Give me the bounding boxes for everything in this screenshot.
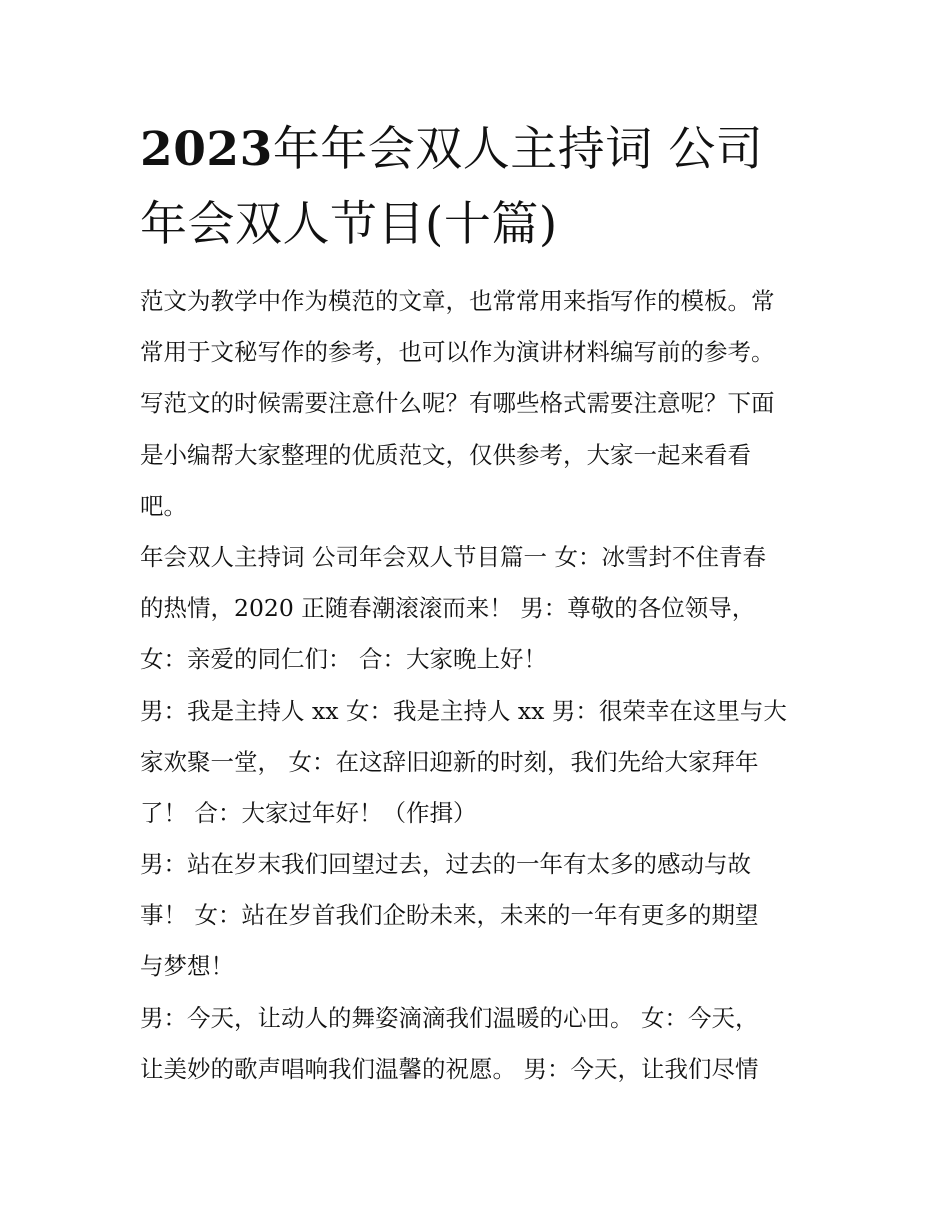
document-title — [140, 112, 830, 262]
body-line: 女：亲爱的同仁们： 合：大家晚上好！ — [140, 645, 547, 674]
body-line: 事！ 女：站在岁首我们企盼未来，未来的一年有更多的期望 — [140, 901, 759, 930]
body-line: 男：我是主持人 xx 女：我是主持人 xx 男：很荣幸在这里与大 — [140, 696, 787, 725]
title-line-2: 年会双人节目(十篇) — [140, 197, 558, 252]
body-line: 写范文的时候需要注意什么呢？有哪些格式需要注意呢？下面 — [140, 389, 775, 418]
body-line: 家欢聚一堂， 女：在这辞旧迎新的时刻，我们先给大家拜年 — [140, 747, 759, 776]
body-line: 吧。 — [140, 491, 187, 520]
body-line: 了！ 合：大家过年好！（作揖） — [140, 798, 477, 827]
body-line: 男：今天，让动人的舞姿滴滴我们温暖的心田。 女：今天， — [140, 1003, 759, 1032]
title-year: 2023 — [140, 122, 273, 177]
title-line-1-text: 年年会双人主持词 公司 — [272, 122, 764, 177]
body-line: 让美妙的歌声唱响我们温馨的祝愿。 男：今天，让我们尽情 — [140, 1054, 759, 1083]
body-line: 男：站在岁末我们回望过去，过去的一年有太多的感动与故 — [140, 850, 751, 879]
body-line: 是小编帮大家整理的优质范文，仅供参考，大家一起来看看 — [140, 440, 751, 469]
document-body — [140, 276, 830, 1095]
body-line: 与梦想！ — [140, 952, 234, 981]
body-line: 的热情，2020 正随春潮滚滚而来！ 男：尊敬的各位领导， — [140, 594, 756, 623]
title-line-1 — [140, 112, 830, 187]
body-line: 常用于文秘写作的参考，也可以作为演讲材料编写前的参考。 — [140, 338, 775, 367]
body-line: 年会双人主持词 公司年会双人节目篇一 女：冰雪封不住青春 — [140, 542, 766, 571]
body-line: 范文为教学中作为模范的文章，也常常用来指写作的模板。常 — [140, 287, 775, 315]
